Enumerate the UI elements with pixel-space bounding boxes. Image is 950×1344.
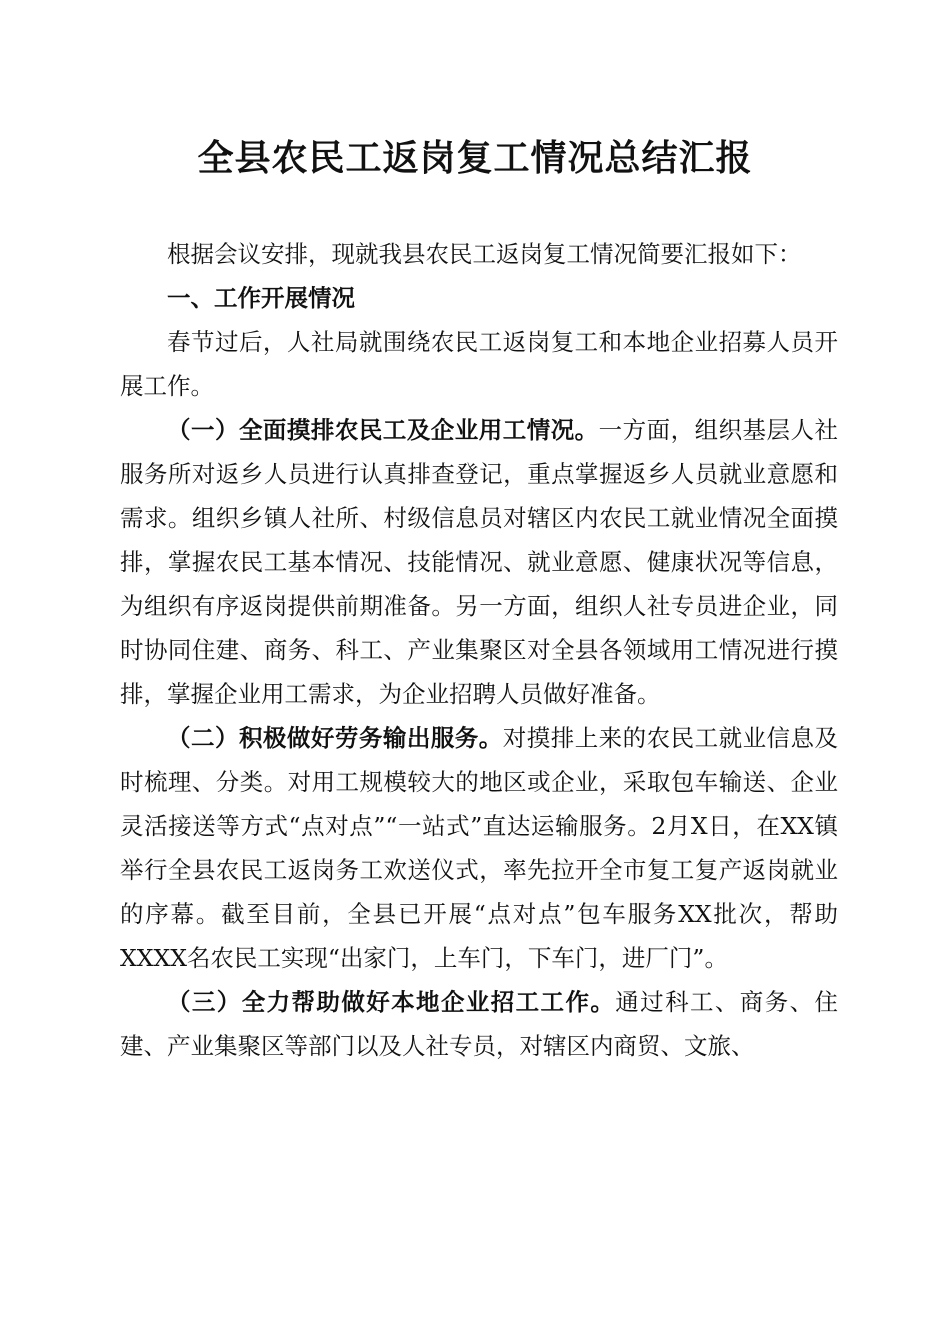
item-paragraph-1 — [120, 408, 838, 716]
item-text-2: 对摸排上来的农民工就业信息及时梳理、分类。对用工规模较大的地区或企业，采取包车输送、企业灵活接送等方式“点对点”“一站式”直达运输服务。2月X日，在XX镇举行全县农民工返岗务工欢送仪式，率先拉开全市复工复产返岗就业的序幕。截至目前，全县已开展“点对点”包车服务XX批次，帮助XXXX名农民工实现“出家门，上车门，下车门，进厂门”。 — [120, 724, 839, 972]
item-text-1: 一方面，组织基层人社服务所对返乡人员进行认真排查登记，重点掌握返乡人员就业意愿和需求。组织乡镇人社所、村级信息员对辖区内农民工就业情况全面摸排，掌握农民工基本情况、技能情况、就业意愿、健康状况等信息，为组织有序返岗提供前期准备。另一方面，组织人社专员进企业，同时协同住建、商务、科工、产业集聚区对全县各领域用工情况进行摸排，掌握企业用工需求，为企业招聘人员做好准备。 — [120, 416, 839, 708]
item-paragraph-2 — [120, 716, 838, 980]
item-subheading-2: （二）积极做好劳务输出服务。 — [167, 724, 503, 752]
item-subheading-3: （三）全力帮助做好本地企业招工工作。 — [167, 988, 616, 1016]
section-heading: 一、工作开展情况 — [167, 284, 355, 312]
section-lead-paragraph: 春节过后，人社局就围绕农民工返岗复工和本地企业招募人员开展工作。 — [120, 328, 838, 400]
item-paragraph-3 — [120, 980, 838, 1068]
document-body — [120, 232, 838, 1068]
document-title: 全县农民工返岗复工情况总结汇报 — [197, 137, 753, 179]
intro-paragraph: 根据会议安排，现就我县农民工返岗复工情况简要汇报如下： — [167, 240, 802, 268]
item-subheading-1: （一）全面摸排农民工及企业用工情况。 — [167, 416, 599, 444]
item-text-3: 通过科工、商务、住建、产业集聚区等部门以及人社专员，对辖区内商贸、文旅、 — [120, 988, 839, 1060]
